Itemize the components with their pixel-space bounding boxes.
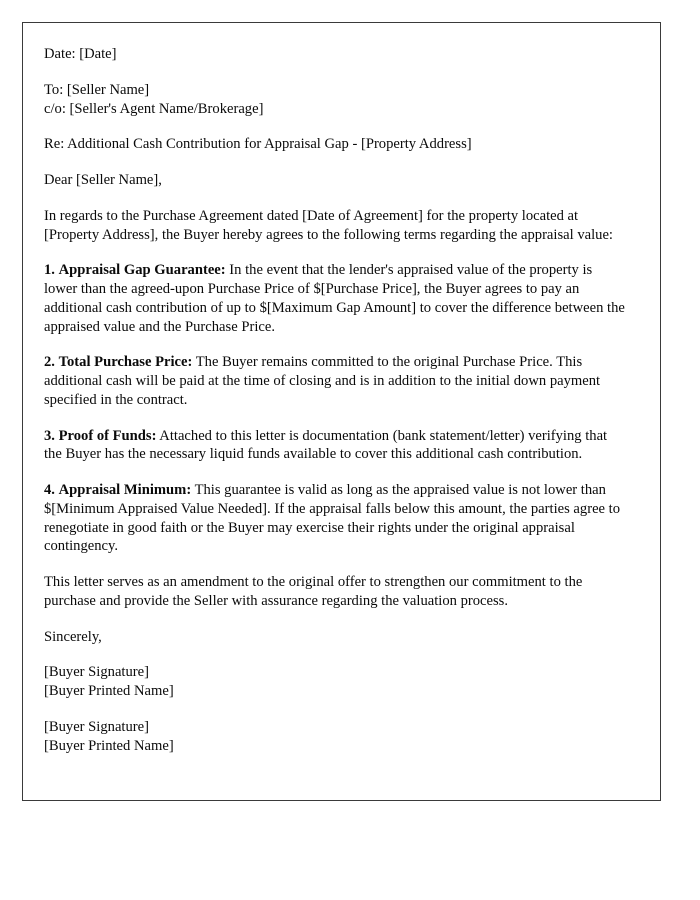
term-2-number: 2. <box>44 354 55 371</box>
subject-block <box>44 135 627 154</box>
letter-page-content <box>23 23 660 800</box>
term-1-number: 1. <box>44 262 55 279</box>
signature-block-2 <box>44 718 627 756</box>
signature-line-1: [Buyer Signature] <box>44 664 149 681</box>
recipient-to-line: To: [Seller Name] <box>44 81 150 98</box>
term-1-text: In the event that the lender's appraised value of the property is lower than the agreed-upon Purchase Price of $[Purchase Price], the Buyer agrees to pay an additional cash contribution of up to $[Maximum Gap Amount] to cover the difference between the appraised value and the Purchase Price. <box>44 262 625 335</box>
term-3-text: Attached to this letter is documentation (bank statement/letter) verifying that the Buyer has the necessary liquid funds available to cover this additional cash contribution. <box>44 427 608 463</box>
term-3-heading: Proof of Funds: <box>58 427 157 444</box>
term-2-heading: Total Purchase Price: <box>58 354 193 371</box>
date-block <box>44 45 627 64</box>
term-item-4 <box>44 481 627 556</box>
intro-paragraph: In regards to the Purchase Agreement dated [Date of Agreement] for the property located at [Property Address], the Buyer hereby agrees to the following terms regarding the appraisal value: <box>44 207 613 243</box>
subject-line: Re: Additional Cash Contribution for Appraisal Gap - [Property Address] <box>44 136 472 153</box>
printed-name-line-1: [Buyer Printed Name] <box>44 683 174 699</box>
recipient-block <box>44 81 627 119</box>
salutation-line: Dear [Seller Name], <box>44 172 162 188</box>
sign-off-line: Sincerely, <box>44 628 102 645</box>
term-3-number: 3. <box>44 427 55 444</box>
closing-paragraph: This letter serves as an amendment to the original offer to strengthen our commitment to the purchase and provide the Seller with assurance regarding the valuation process. <box>44 574 583 609</box>
letter-body <box>44 45 627 755</box>
term-2-text: The Buyer remains committed to the original Purchase Price. This additional cash will be paid at the time of closing and is in addition to the initial down payment specified in the contract. <box>44 354 601 408</box>
signature-block-1 <box>44 663 627 701</box>
term-4-text: This guarantee is valid as long as the appraised value is not lower than $[Minimum Appraised Value Needed]. If the appraisal falls below this amount, the parties agree to renegotiate in good faith or the Buyer may exercise their rights under the original appraisal contingency. <box>44 482 621 555</box>
term-item-3 <box>44 427 627 465</box>
term-item-1 <box>44 261 627 336</box>
term-4-number: 4. <box>44 482 55 498</box>
term-4-heading: Appraisal Minimum: <box>58 482 192 498</box>
printed-name-line-2: [Buyer Printed Name] <box>44 737 174 754</box>
signature-line-2: [Buyer Signature] <box>44 718 149 735</box>
sign-off-block <box>44 628 627 647</box>
term-1-heading: Appraisal Gap Guarantee: <box>58 262 226 279</box>
letter-page <box>22 22 661 801</box>
recipient-care-of-line: c/o: [Seller's Agent Name/Brokerage] <box>44 100 264 117</box>
term-item-2 <box>44 353 627 409</box>
date-line: Date: [Date] <box>44 46 117 62</box>
